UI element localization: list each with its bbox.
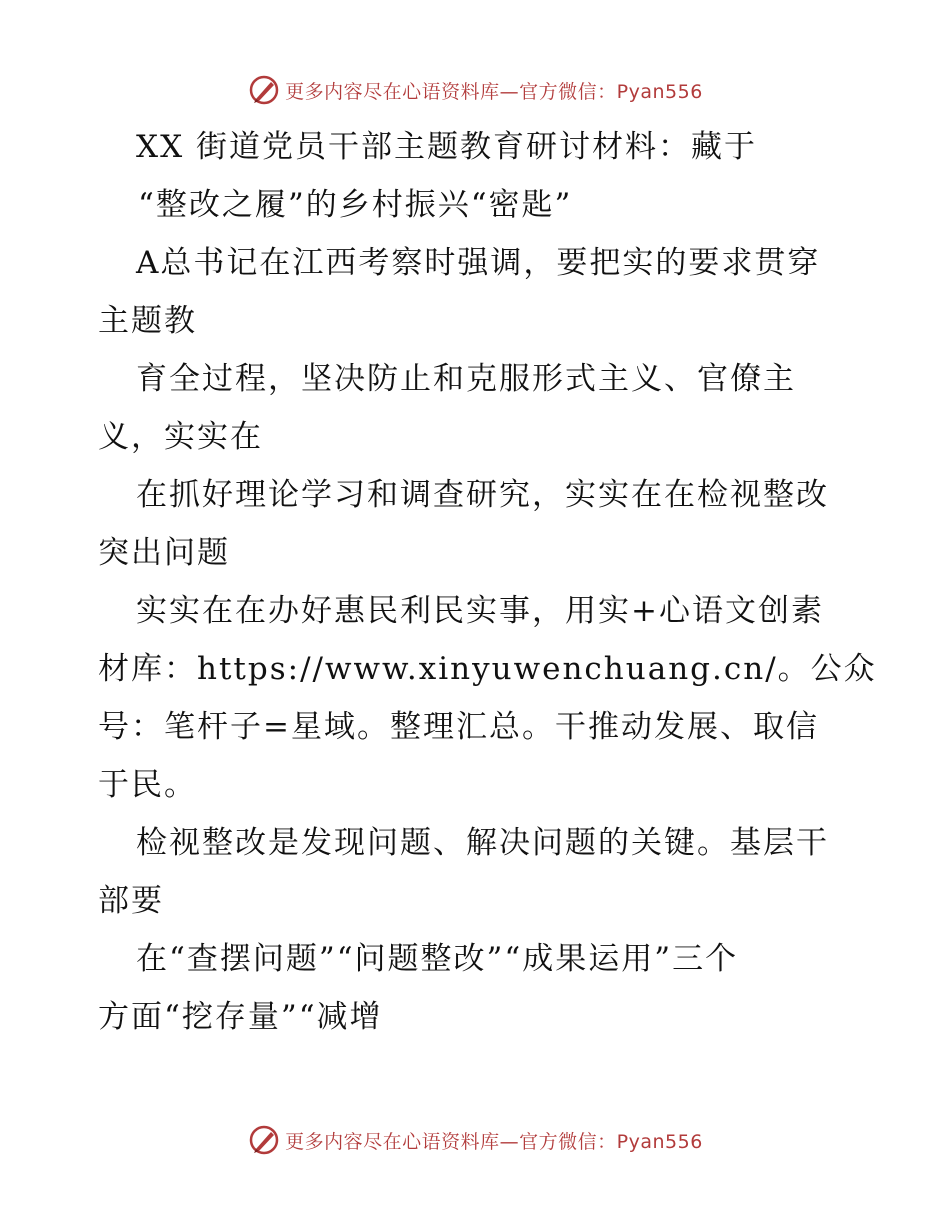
doc-paragraph-line: 义，实实在 <box>98 419 263 455</box>
watermark-official-text: 官方微信：Pyan556 <box>519 80 703 103</box>
watermark-group <box>247 73 703 107</box>
watermark-separator: — <box>499 1130 520 1153</box>
doc-paragraph-line: 部要 <box>98 883 164 919</box>
doc-paragraph-line: 号：笔杆子=星域。整理汇总。干推动发展、取信 <box>98 709 819 745</box>
watermark-main-text: 更多内容尽在心语资料库 <box>285 1130 500 1153</box>
watermark-separator: — <box>499 80 520 103</box>
doc-paragraph-line: 于民。 <box>98 767 197 803</box>
pen-logo-icon <box>247 73 281 107</box>
document-body <box>98 118 877 1046</box>
doc-paragraph-line: 检视整改是发现问题、解决问题的关键。基层干 <box>136 825 829 861</box>
footer-watermark <box>0 1120 950 1160</box>
watermark-text <box>285 77 703 104</box>
doc-title-line-1: XX 街道党员干部主题教育研讨材料：藏于 <box>136 129 757 165</box>
doc-paragraph-line: A总书记在江西考察时强调，要把实的要求贯穿 <box>136 245 821 281</box>
doc-paragraph-line: 突出问题 <box>98 535 230 571</box>
doc-paragraph-line: 材库：https://www.xinyuwenchuang.cn/。公众 <box>98 651 877 687</box>
doc-title-line-2: “整改之履”的乡村振兴“密匙” <box>138 187 573 223</box>
header-watermark <box>0 70 950 110</box>
pen-logo-icon <box>247 1123 281 1157</box>
doc-paragraph-line: 在“查摆问题”“问题整改”“成果运用”三个 <box>136 941 739 977</box>
watermark-text <box>285 1127 703 1154</box>
doc-paragraph-line: 育全过程，坚决防止和克服形式主义、官僚主 <box>136 361 796 397</box>
watermark-official-text: 官方微信：Pyan556 <box>519 1130 703 1153</box>
doc-paragraph-line: 主题教 <box>98 303 197 339</box>
doc-paragraph-line: 在抓好理论学习和调查研究，实实在在检视整改 <box>136 477 829 513</box>
doc-paragraph-line: 方面“挖存量”“减增 <box>98 999 383 1035</box>
watermark-group <box>247 1123 703 1157</box>
watermark-main-text: 更多内容尽在心语资料库 <box>285 80 500 103</box>
doc-paragraph-line: 实实在在办好惠民利民实事，用实+心语文创素 <box>136 593 824 629</box>
